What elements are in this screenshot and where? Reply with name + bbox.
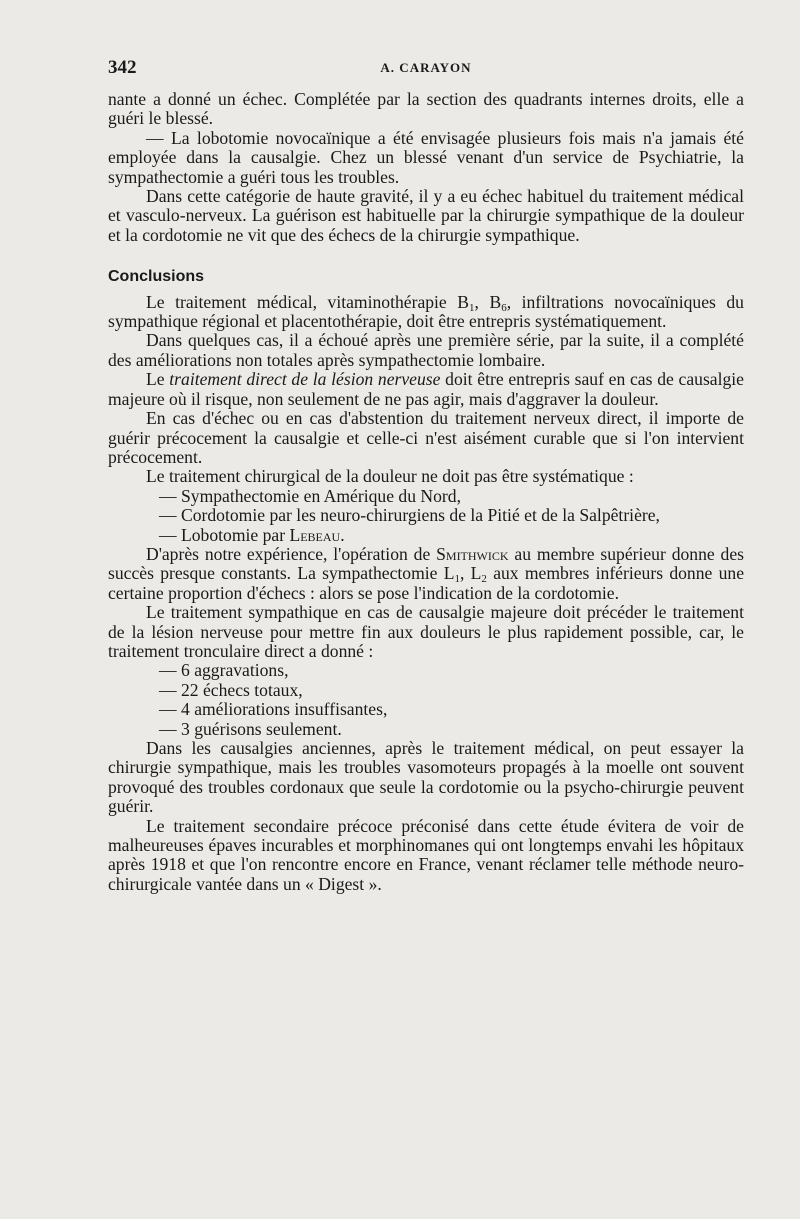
intro-paragraph-2: — La lobotomie novocaïnique a été envisagée plusieurs fois mais n'a jamais été employée dans la causalgie. Chez un blessé venant d'un service de Psychiatrie, la sympathectomie a guéri tous les troubles.	[108, 127, 744, 187]
conclusion-paragraph-6: D'après notre expérience, l'opération de Smithwick au membre supérieur donne des succès presque constants. La sympathectomie $L_1$, $L_2$ aux membres inférieurs donne une certaine proportion d'échecs : alors se pose l'indication de la cordotomie.	[108, 543, 744, 603]
list-item: — 6 aggravations,	[159, 660, 289, 681]
conclusion-paragraph-4: En cas d'échec ou en cas d'abstention du traitement nerveux direct, il importe de guérir précocement la causalgie et celle-ci n'est aisément curable que si l'on intervient précocement.	[108, 408, 744, 467]
list-item: — 22 échecs totaux,	[159, 679, 303, 700]
list-item: — 4 améliorations insuffisantes,	[159, 699, 388, 720]
list-item: — Sympathectomie en Amérique du Nord,	[159, 485, 461, 506]
conclusion-paragraph-8: Dans les causalgies anciennes, après le traitement médical, on peut essayer la chirurgie sympathique, mais les troubles vasomoteurs propagés à la moelle ont souvent provoqué des troubles cordonaux que seule la cordotomie ou la psycho-chirurgie peuvent guérir.	[108, 738, 744, 817]
list-item: — 3 guérisons seulement.	[159, 718, 342, 739]
section-heading: Conclusions	[108, 268, 205, 286]
page-number: 342	[108, 57, 137, 78]
conclusion-paragraph-3: Le traitement direct de la lésion nerveuse doit être entrepris sauf en cas de causalgie majeure où il risque, non seulement de ne pas agir, mais d'aggraver la douleur.	[108, 369, 744, 409]
conclusion-paragraph-9: Le traitement secondaire précoce préconisé dans cette étude évitera de voir de malheureuses épaves incurables et morphinomanes qui ont longtemps envahi les hôpitaux après 1918 et que l'on rencontre encore en France, venant réclamer telle méthode neuro-chirurgicale vantée dans un « Digest ».	[108, 815, 744, 894]
running-head: A. CARAYON	[380, 60, 472, 75]
conclusion-paragraph-7: Le traitement sympathique en cas de causalgie majeure doit précéder le traitement de la lésion nerveuse pour mettre fin aux douleurs le plus rapidement possible, car, le traitement tronculaire direct a donné :	[108, 602, 744, 661]
conclusion-paragraph-1: Le traitement médical, vitaminothérapie $B_1$, $B_6$, infiltrations novocaïniques du sympathique régional et placentothérapie, doit être entrepris systématiquement.	[108, 291, 744, 332]
intro-paragraph-1: nante a donné un échec. Complétée par la section des quadrants internes droits, elle a guéri le blessé.	[108, 89, 744, 129]
conclusion-paragraph-2: Dans quelques cas, il a échoué après une première série, par la suite, il a complété des améliorations non totales après sympathectomie lombaire.	[108, 330, 744, 370]
page-header	[108, 57, 744, 81]
intro-paragraph-3: Dans cette catégorie de haute gravité, il y a eu échec habituel du traitement médical et vasculo-nerveux. La guérison est habituelle par la chirurgie sympathique de la douleur et la cordotomie ne vit que des échecs de la chirurgie sympathique.	[108, 186, 744, 245]
list-item: — Cordotomie par les neuro-chirurgiens de la Pitié et de la Salpêtrière,	[159, 505, 660, 526]
conclusion-paragraph-5: Le traitement chirurgical de la douleur ne doit pas être systématique :	[146, 466, 634, 487]
body-text	[108, 90, 744, 894]
list-item: — Lobotomie par Lebeau.	[159, 524, 345, 545]
